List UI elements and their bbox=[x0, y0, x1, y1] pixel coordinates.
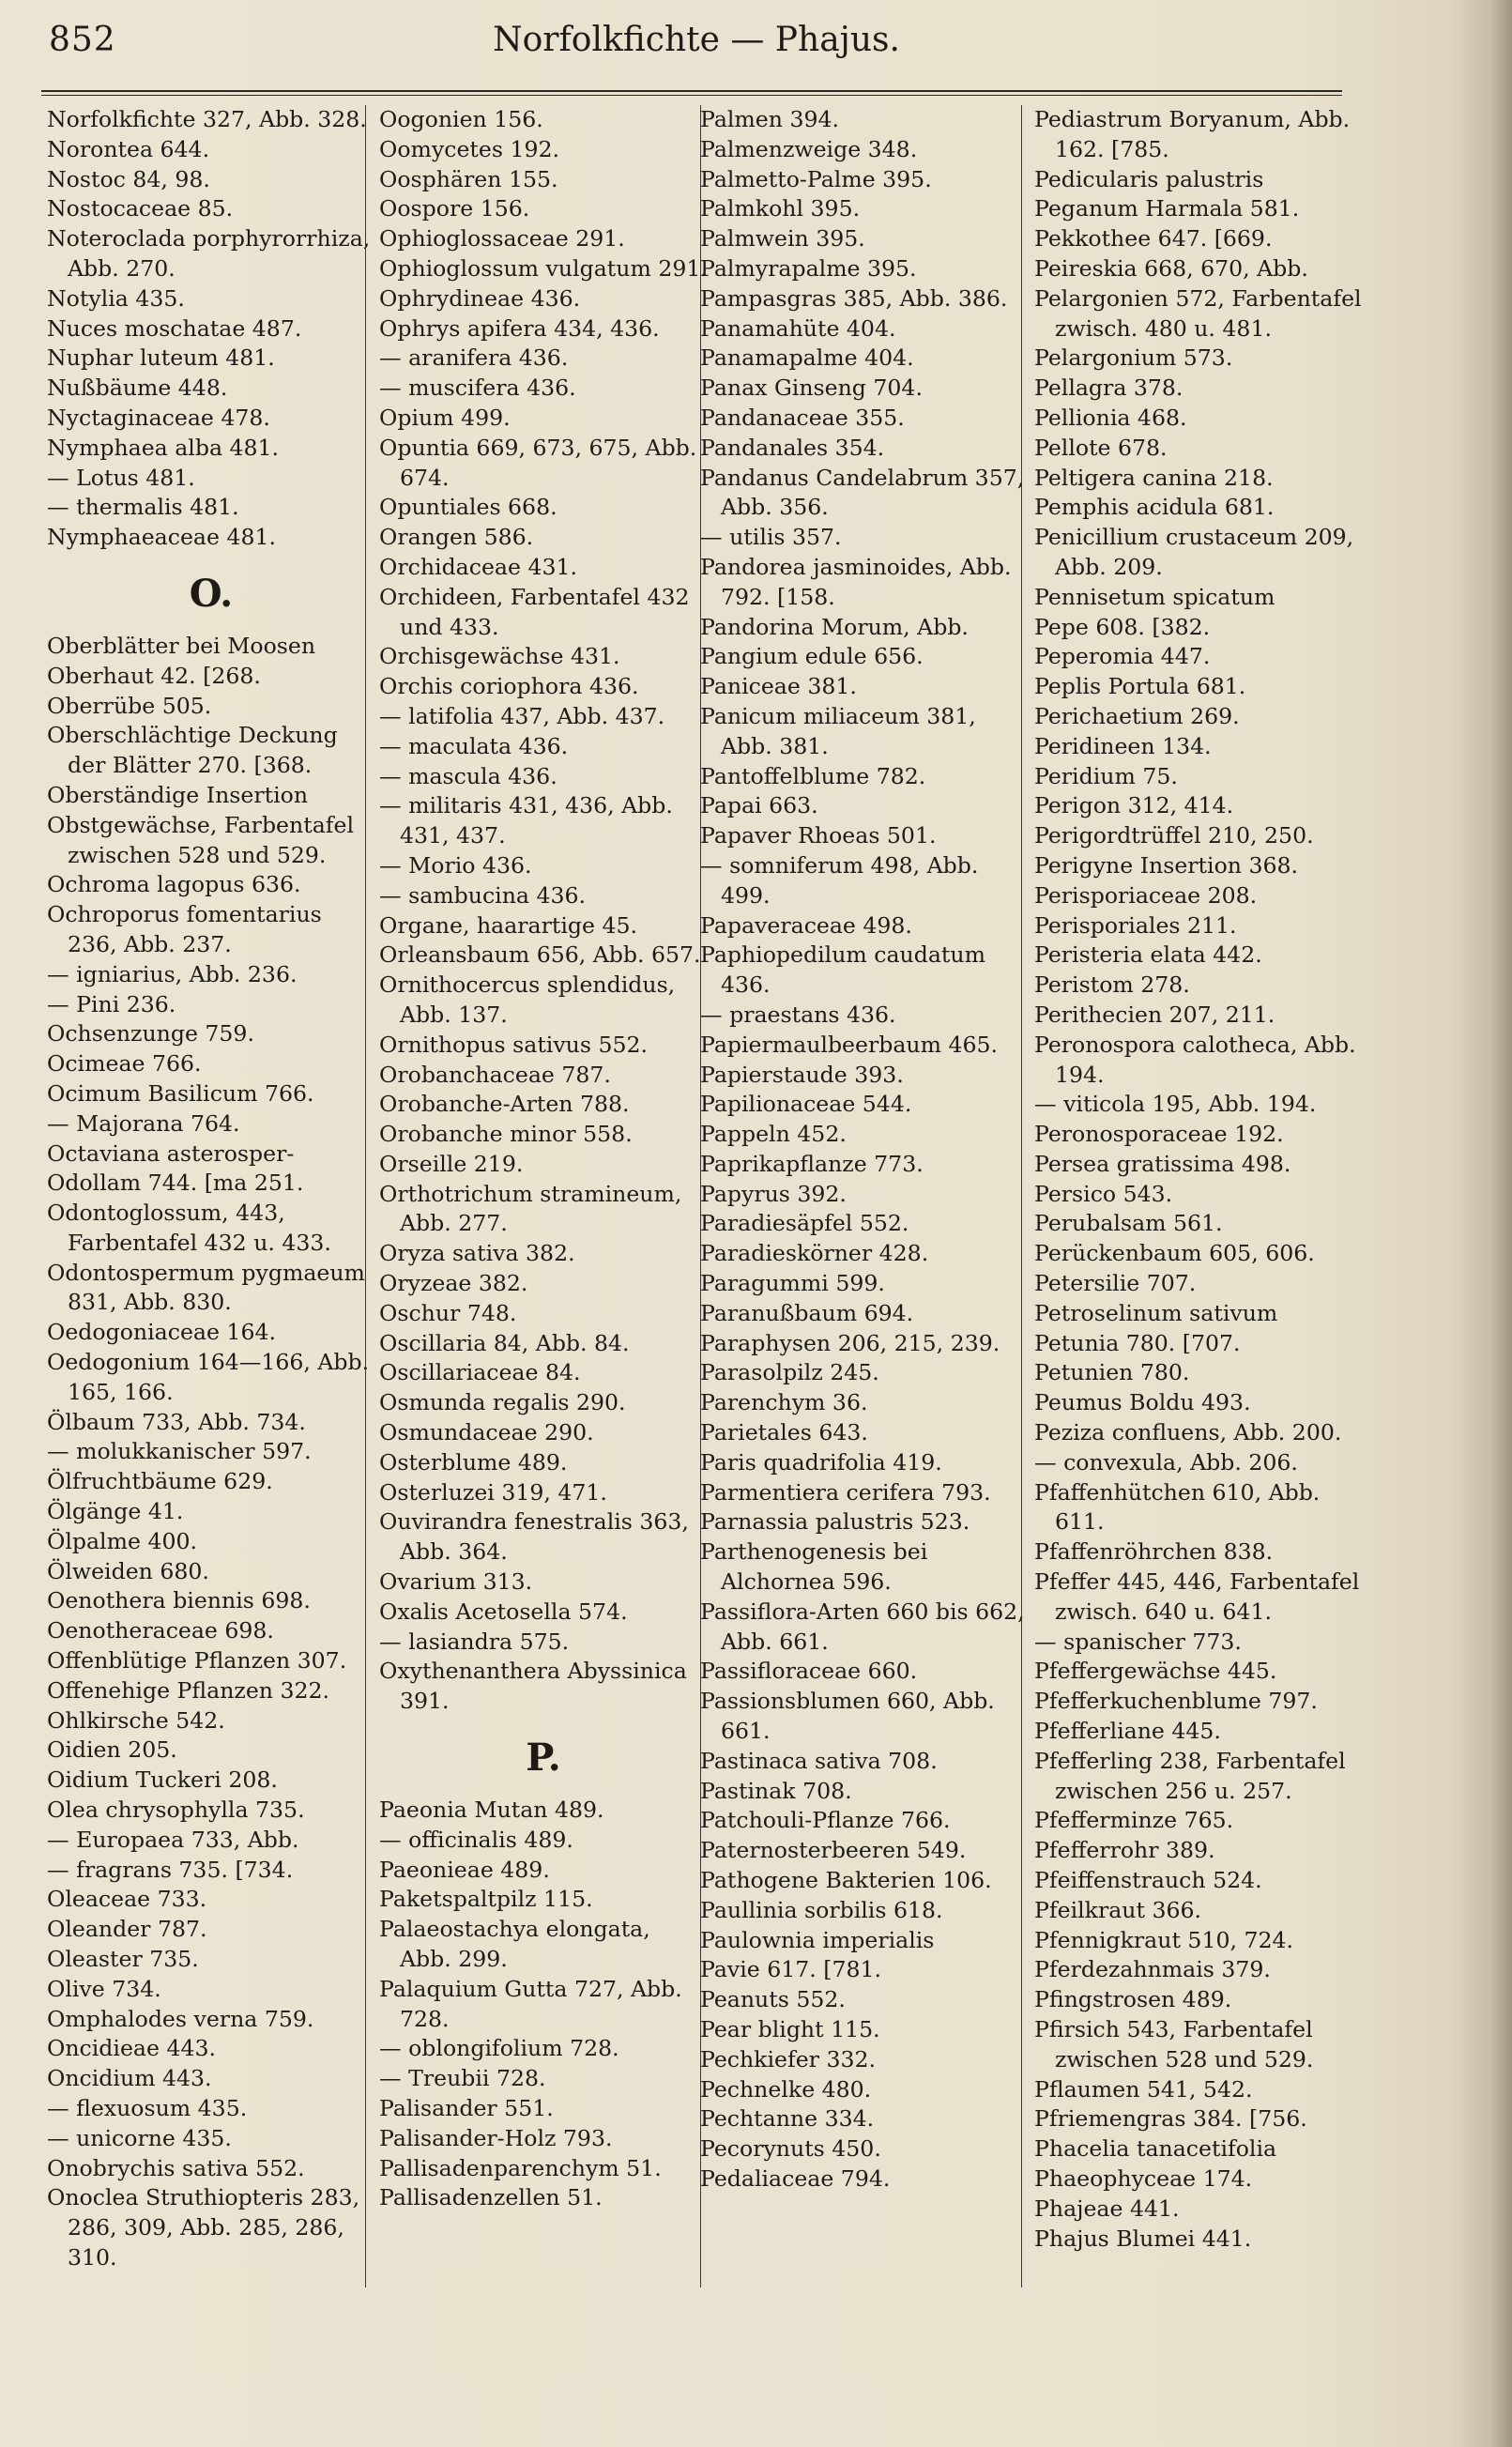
index-entry: Paragummi 599. bbox=[700, 1270, 885, 1297]
index-entry: Pandanaceae 355. bbox=[700, 404, 905, 431]
index-entry: Peronospora calotheca, Abb. 194. bbox=[1034, 1031, 1356, 1088]
index-entry: Pfriemengras 384. [756. bbox=[1034, 2105, 1307, 2133]
index-entry: Persico 543. bbox=[1034, 1180, 1173, 1207]
index-entry: Pfennigkraut 510, 724. bbox=[1034, 1926, 1293, 1953]
index-entry: Pallisadenparenchym 51. bbox=[379, 2154, 662, 2181]
index-entry: — Morio 436. bbox=[379, 851, 532, 879]
index-entry: Peganum Harmala 581. bbox=[1034, 195, 1300, 222]
index-entry: Petroselinum sativum bbox=[1034, 1299, 1278, 1326]
index-columns bbox=[28, 105, 1362, 2287]
index-entry: Ölbaum 733, Abb. 734. bbox=[47, 1408, 306, 1435]
index-entry: Papaveraceae 498. bbox=[700, 911, 912, 939]
index-entry: — convexula, Abb. 206. bbox=[1034, 1448, 1298, 1476]
index-entry: Phacelia tanacetifolia bbox=[1034, 2135, 1277, 2163]
index-entry: Phajeae 441. bbox=[1034, 2195, 1180, 2222]
index-entry: — latifolia 437, Abb. 437. bbox=[379, 702, 665, 729]
index-entry: Passifloraceae 660. bbox=[700, 1658, 918, 1685]
index-entry: Pastinak 708. bbox=[700, 1777, 852, 1804]
index-entry: Pechnelke 480. bbox=[700, 2075, 872, 2103]
index-entry: Nuces moschatae 487. bbox=[47, 314, 302, 342]
index-entry: Pandanales 354. bbox=[700, 434, 885, 461]
index-entry: Parasolpilz 245. bbox=[700, 1359, 879, 1386]
index-entry: Pfefferliane 445. bbox=[1034, 1718, 1221, 1745]
index-entry: Paketspaltpilz 115. bbox=[379, 1886, 593, 1913]
index-entry: Ölgänge 41. bbox=[47, 1498, 184, 1525]
index-entry: Oomycetes 192. bbox=[379, 135, 560, 162]
index-entry: Peumus Boldu 493. bbox=[1034, 1389, 1251, 1416]
index-entry: Paternosterbeeren 549. bbox=[700, 1837, 967, 1864]
index-entry: Pandanus Candelabrum 357, Abb. 356. bbox=[700, 464, 1025, 521]
index-entry: Perigyne Insertion 368. bbox=[1034, 851, 1299, 879]
index-entry: Perubalsam 561. bbox=[1034, 1210, 1223, 1237]
index-entry: — Treubii 728. bbox=[379, 2065, 546, 2092]
index-entry: Perigon 312, 414. bbox=[1034, 792, 1234, 819]
index-entry: Perichaetium 269. bbox=[1034, 702, 1240, 729]
index-entry: Parietales 643. bbox=[700, 1419, 868, 1446]
index-entry: Orobanche-Arten 788. bbox=[379, 1091, 630, 1118]
index-entry: Ölfruchtbäume 629. bbox=[47, 1468, 273, 1495]
index-entry: Ophioglossum vulgatum 291. bbox=[379, 254, 708, 282]
running-title: Norfolkfichte — Phajus. bbox=[493, 21, 900, 59]
index-entry: Orthotrichum stramineum, Abb. 277. bbox=[379, 1180, 682, 1237]
index-entry: Peronosporaceae 192. bbox=[1034, 1121, 1284, 1148]
index-entry: Pallisadenzellen 51. bbox=[379, 2184, 603, 2211]
index-entry: Peridium 75. bbox=[1034, 762, 1178, 789]
index-entry: Peireskia 668, 670, Abb. bbox=[1034, 254, 1308, 282]
index-column-1 bbox=[47, 105, 375, 2287]
index-entry: Papilionaceae 544. bbox=[700, 1091, 912, 1118]
index-entry: Orseille 219. bbox=[379, 1150, 524, 1177]
index-entry: Palaeostachya elongata, Abb. 299. bbox=[379, 1916, 650, 1973]
index-entry: Parnassia palustris 523. bbox=[700, 1508, 970, 1536]
index-entry: Opium 499. bbox=[379, 404, 511, 431]
page-number: 852 bbox=[49, 21, 116, 59]
index-entry: Pfaffenröhrchen 838. bbox=[1034, 1538, 1274, 1566]
index-entry: Peristeria elata 442. bbox=[1034, 941, 1262, 969]
index-column-4 bbox=[1034, 105, 1363, 2287]
index-entry: Oenothera biennis 698. bbox=[47, 1587, 311, 1614]
index-entry: Oogonien 156. bbox=[379, 106, 543, 132]
index-entry: Pellote 678. bbox=[1034, 434, 1168, 461]
index-entry: Papaver Rhoeas 501. bbox=[700, 822, 937, 849]
index-entry: Ornithocercus splendidus, Abb. 137. bbox=[379, 971, 676, 1028]
index-entry: — igniarius, Abb. 236. bbox=[47, 960, 298, 987]
index-entry: Oxythenanthera Abyssinica 391. bbox=[379, 1658, 687, 1715]
index-entry: Parmentiera cerifera 793. bbox=[700, 1478, 991, 1506]
index-entry: Pflaumen 541, 542. bbox=[1034, 2075, 1253, 2103]
index-entry: Pantoffelblume 782. bbox=[700, 762, 926, 789]
index-entry: Oberständige Insertion bbox=[47, 781, 309, 808]
index-entry: Oberblätter bei Moosen bbox=[47, 632, 316, 659]
index-entry: Palmen 394. bbox=[700, 106, 839, 132]
index-entry: Obstgewächse, Farbentafel zwischen 528 und 529. bbox=[47, 811, 355, 868]
index-entry: Papierstaude 393. bbox=[700, 1061, 904, 1088]
index-entry: — officinalis 489. bbox=[379, 1826, 573, 1853]
index-entry: — Majorana 764. bbox=[47, 1109, 240, 1137]
index-entry: — utilis 357. bbox=[700, 524, 842, 551]
index-entry: Olive 734. bbox=[47, 1975, 161, 2002]
index-entry: — molukkanischer 597. bbox=[47, 1438, 312, 1465]
index-entry: Oxalis Acetosella 574. bbox=[379, 1598, 628, 1625]
index-entry: Noteroclada porphyrorrhiza, Abb. 270. bbox=[47, 225, 371, 282]
index-entry: Peperomia 447. bbox=[1034, 643, 1211, 670]
index-entry: Pediastrum Boryanum, Abb. 162. [785. bbox=[1034, 106, 1351, 162]
index-entry: Perückenbaum 605, 606. bbox=[1034, 1240, 1315, 1267]
index-entry: Octaviana asterosper- bbox=[47, 1139, 295, 1167]
index-entry: Paris quadrifolia 419. bbox=[700, 1448, 942, 1476]
index-entry: — maculata 436. bbox=[379, 732, 569, 759]
index-entry: Osmunda regalis 290. bbox=[379, 1389, 626, 1416]
index-entry: Palmwein 395. bbox=[700, 225, 865, 252]
index-entry: Palaquium Gutta 727, Abb. 728. bbox=[379, 1975, 682, 2032]
index-entry: Pferdezahnmais 379. bbox=[1034, 1956, 1271, 1983]
index-entry: — spanischer 773. bbox=[1034, 1628, 1242, 1655]
index-entry: Pedaliaceae 794. bbox=[700, 2164, 891, 2192]
index-entry: Ohlkirsche 542. bbox=[47, 1706, 225, 1734]
index-entry: — Europaea 733, Abb. bbox=[47, 1826, 299, 1853]
index-entry: Oberhaut 42. [268. bbox=[47, 662, 261, 689]
index-entry: Pfefferkuchenblume 797. bbox=[1034, 1688, 1318, 1715]
index-entry: Peplis Portula 681. bbox=[1034, 673, 1246, 700]
index-entry: Nostoc 84, 98. bbox=[47, 165, 210, 192]
index-entry: Pellionia 468. bbox=[1034, 404, 1187, 431]
index-entry: — unicorne 435. bbox=[47, 2124, 232, 2151]
index-entry: Oncidium 443. bbox=[47, 2065, 212, 2092]
index-entry: Norfolkfichte 327, Abb. 328. bbox=[47, 106, 367, 132]
index-entry: — praestans 436. bbox=[700, 1001, 896, 1028]
index-entry: Paeonia Mutan 489. bbox=[379, 1797, 604, 1824]
index-entry: Pathogene Bakterien 106. bbox=[700, 1867, 992, 1894]
index-entry: Pelargonien 572, Farbentafel zwisch. 480 u. 481. bbox=[1034, 284, 1362, 342]
index-entry: — fragrans 735. [734. bbox=[47, 1856, 294, 1883]
index-entry: Pfeiffenstrauch 524. bbox=[1034, 1867, 1262, 1894]
index-entry: Pandorina Morum, Abb. bbox=[700, 613, 969, 640]
index-entry: Pangium edule 656. bbox=[700, 643, 924, 670]
index-entry: Offenehige Pflanzen 322. bbox=[47, 1676, 330, 1704]
index-entry: Oryzeae 382. bbox=[379, 1270, 528, 1297]
index-entry: Nymphaea alba 481. bbox=[47, 434, 280, 461]
index-entry: Notylia 435. bbox=[47, 284, 185, 312]
column-divider bbox=[1021, 105, 1022, 2287]
index-entry: Orobanchaceae 787. bbox=[379, 1061, 611, 1088]
index-entry: Patchouli-Pflanze 766. bbox=[700, 1807, 951, 1834]
index-entry: Pavie 617. [781. bbox=[700, 1956, 881, 1983]
index-entry: Pandorea jasminoides, Abb. 792. [158. bbox=[700, 553, 1012, 610]
index-entry: Pappeln 452. bbox=[700, 1121, 847, 1148]
index-entry: Orangen 586. bbox=[379, 524, 534, 551]
index-entry: Pastinaca sativa 708. bbox=[700, 1747, 938, 1774]
index-entry: Pfeffer 445, 446, Farbentafel zwisch. 640 u. 641. bbox=[1034, 1568, 1360, 1625]
index-entry: Parenchym 36. bbox=[700, 1389, 868, 1416]
index-entry: Paraphysen 206, 215, 239. bbox=[700, 1329, 1000, 1356]
index-entry: Orchideen, Farbentafel 432 und 433. bbox=[379, 583, 690, 640]
index-entry: Palisander 551. bbox=[379, 2095, 554, 2121]
index-entry: Oospore 156. bbox=[379, 195, 530, 222]
index-entry: Peristom 278. bbox=[1034, 971, 1190, 999]
index-entry: Paradieskörner 428. bbox=[700, 1240, 929, 1267]
index-entry: Pennisetum spicatum bbox=[1034, 583, 1275, 610]
index-entry: Orchidaceae 431. bbox=[379, 553, 577, 580]
index-entry: Oleander 787. bbox=[47, 1916, 207, 1943]
index-entry: — lasiandra 575. bbox=[379, 1628, 570, 1655]
index-entry: Ochroma lagopus 636. bbox=[47, 871, 301, 898]
index-entry: — thermalis 481. bbox=[47, 494, 239, 521]
index-entry: Orchisgewächse 431. bbox=[379, 643, 620, 670]
index-entry: Odontospermum pygmaeum 831, Abb. 830. bbox=[47, 1259, 365, 1316]
index-entry: Ölpalme 400. bbox=[47, 1527, 197, 1554]
index-entry: Ouvirandra fenestralis 363, Abb. 364. bbox=[379, 1508, 689, 1566]
index-entry: Perigordtrüffel 210, 250. bbox=[1034, 822, 1314, 849]
index-entry: Peziza confluens, Abb. 200. bbox=[1034, 1419, 1342, 1446]
index-entry: Pear blight 115. bbox=[700, 2016, 880, 2042]
index-entry: Petunia 780. [707. bbox=[1034, 1329, 1241, 1356]
index-entry: Oberschlächtige Deckung der Blätter 270. [368. bbox=[47, 722, 338, 779]
index-entry: Oidium Tuckeri 208. bbox=[47, 1766, 278, 1794]
index-entry: Ölweiden 680. bbox=[47, 1557, 209, 1584]
index-entry: Opuntia 669, 673, 675, Abb. 674. bbox=[379, 434, 697, 491]
index-entry: Nymphaeaceae 481. bbox=[47, 524, 276, 551]
index-entry: Ocimum Basilicum 766. bbox=[47, 1079, 314, 1107]
index-entry: Oidien 205. bbox=[47, 1736, 177, 1764]
index-entry: — mascula 436. bbox=[379, 762, 557, 789]
index-entry: Paulownia imperialis bbox=[700, 1926, 935, 1953]
section-letter: P. bbox=[526, 1736, 561, 1781]
index-entry: Pecorynuts 450. bbox=[700, 2135, 881, 2163]
index-entry: Oschur 748. bbox=[379, 1299, 517, 1326]
index-entry: Pekkothee 647. [669. bbox=[1034, 225, 1273, 252]
index-entry: Pelargonium 573. bbox=[1034, 344, 1233, 372]
index-entry: Palmkohl 395. bbox=[700, 195, 861, 222]
index-entry: Pfaffenhütchen 610, Abb. 611. bbox=[1034, 1478, 1321, 1536]
index-entry: Passiflora-Arten 660 bis 662, Abb. 661. bbox=[700, 1598, 1025, 1655]
index-entry: Oleaster 735. bbox=[47, 1946, 199, 1973]
index-entry: Opuntiales 668. bbox=[379, 494, 557, 521]
index-entry: — militaris 431, 436, Abb. 431, 437. bbox=[379, 792, 673, 849]
index-entry: Orleansbaum 656, Abb. 657. bbox=[379, 941, 701, 969]
index-entry: Ocimeae 766. bbox=[47, 1050, 202, 1078]
index-entry: Nostocaceae 85. bbox=[47, 195, 234, 222]
index-entry: Petunien 780. bbox=[1034, 1359, 1190, 1386]
index-entry: Passionsblumen 660, Abb. 661. bbox=[700, 1688, 995, 1745]
index-entry: Papyrus 392. bbox=[700, 1180, 847, 1207]
index-entry: Panamapalme 404. bbox=[700, 344, 914, 372]
index-entry: Oscillaria 84, Abb. 84. bbox=[379, 1329, 630, 1356]
index-entry: Palmyrapalme 395. bbox=[700, 254, 917, 282]
index-entry: Panicum miliaceum 381, Abb. 381. bbox=[700, 702, 976, 759]
index-entry: Nyctaginaceae 478. bbox=[47, 404, 270, 431]
index-entry: Odollam 744. [ma 251. bbox=[47, 1170, 304, 1197]
index-entry: Oenotheraceae 698. bbox=[47, 1617, 274, 1644]
index-entry: Parthenogenesis bei Alchornea 596. bbox=[700, 1538, 928, 1596]
index-entry: Peridineen 134. bbox=[1034, 732, 1212, 759]
index-entry: Orchis coriophora 436. bbox=[379, 673, 639, 700]
index-entry: Orobanche minor 558. bbox=[379, 1121, 633, 1148]
index-entry: Ochroporus fomentarius 236, Abb. 237. bbox=[47, 901, 322, 957]
index-entry: Oncidieae 443. bbox=[47, 2035, 216, 2062]
index-entry: Onoclea Struthiopteris 283, 286, 309, Abb. 285, 286, 310. bbox=[47, 2184, 360, 2271]
index-entry: Pepe 608. [382. bbox=[1034, 613, 1211, 640]
index-entry: Pedicularis palustris bbox=[1034, 165, 1264, 192]
index-entry: — aranifera 436. bbox=[379, 344, 569, 372]
index-entry: Osterluzei 319, 471. bbox=[379, 1478, 607, 1506]
index-entry: Paranußbaum 694. bbox=[700, 1299, 914, 1326]
index-entry: Nußbäume 448. bbox=[47, 375, 228, 402]
index-entry: Perisporiaceae 208. bbox=[1034, 881, 1258, 909]
index-entry: Oleaceae 733. bbox=[47, 1886, 207, 1913]
index-entry: Pfefferrohr 389. bbox=[1034, 1837, 1215, 1864]
header-rule bbox=[41, 90, 1342, 96]
index-entry: Olea chrysophylla 735. bbox=[47, 1797, 305, 1824]
index-entry: Paprikapflanze 773. bbox=[700, 1150, 924, 1177]
index-entry: Paniceae 381. bbox=[700, 673, 857, 700]
index-entry: Osterblume 489. bbox=[379, 1448, 568, 1476]
index-entry: — muscifera 436. bbox=[379, 375, 576, 402]
index-entry: Ophrydineae 436. bbox=[379, 284, 581, 312]
index-entry: — Pini 236. bbox=[47, 990, 176, 1017]
index-entry: Pfirsich 543, Farbentafel zwischen 528 und 529. bbox=[1034, 2016, 1314, 2072]
book-spine-shadow bbox=[1489, 0, 1512, 2447]
index-entry: Odontoglossum, 443, Farbentafel 432 u. 433. bbox=[47, 1200, 331, 1256]
index-entry: Perithecien 207, 211. bbox=[1034, 1001, 1275, 1028]
index-entry: Paphiopedilum caudatum 436. bbox=[700, 941, 985, 999]
index-entry: Organe, haarartige 45. bbox=[379, 911, 638, 939]
index-entry: — flexuosum 435. bbox=[47, 2095, 248, 2121]
index-entry: Pfeilkraut 366. bbox=[1034, 1896, 1202, 1923]
index-column-3 bbox=[700, 105, 1029, 2287]
index-entry: — somniferum 498, Abb. 499. bbox=[700, 851, 979, 909]
index-entry: Pechkiefer 332. bbox=[700, 2045, 876, 2072]
index-entry: Pemphis acidula 681. bbox=[1034, 494, 1275, 521]
index-entry: — oblongifolium 728. bbox=[379, 2035, 619, 2062]
index-entry: Paradiesäpfel 552. bbox=[700, 1210, 909, 1237]
index-entry: Oosphären 155. bbox=[379, 165, 558, 192]
index-entry: Palisander-Holz 793. bbox=[379, 2124, 613, 2151]
index-entry: Ochsenzunge 759. bbox=[47, 1020, 254, 1048]
index-entry: Paullinia sorbilis 618. bbox=[700, 1896, 943, 1923]
index-entry: Nuphar luteum 481. bbox=[47, 344, 275, 372]
index-entry: Palmenzweige 348. bbox=[700, 135, 918, 162]
index-entry: Pfefferling 238, Farbentafel zwischen 256 u. 257. bbox=[1034, 1747, 1346, 1804]
index-entry: Osmundaceae 290. bbox=[379, 1419, 594, 1446]
index-entry: — Lotus 481. bbox=[47, 464, 195, 491]
index-entry: Papai 663. bbox=[700, 792, 818, 819]
index-entry: Pampasgras 385, Abb. 386. bbox=[700, 284, 1008, 312]
index-entry: Oscillariaceae 84. bbox=[379, 1359, 581, 1386]
index-entry: Penicillium crustaceum 209, Abb. 209. bbox=[1034, 524, 1354, 580]
index-entry: Oedogonium 164—166, Abb. 165, 166. bbox=[47, 1349, 370, 1405]
index-entry: Oberrübe 505. bbox=[47, 692, 212, 719]
index-entry: Palmetto-Palme 395. bbox=[700, 165, 932, 192]
index-entry: Panax Ginseng 704. bbox=[700, 375, 923, 402]
index-entry: Persea gratissima 498. bbox=[1034, 1150, 1291, 1177]
index-entry: Oedogoniaceae 164. bbox=[47, 1319, 276, 1346]
index-entry: Petersilie 707. bbox=[1034, 1270, 1197, 1297]
index-entry: Papiermaulbeerbaum 465. bbox=[700, 1031, 999, 1058]
index-entry: Phajus Blumei 441. bbox=[1034, 2225, 1252, 2252]
index-entry: Peltigera canina 218. bbox=[1034, 464, 1274, 491]
index-entry: Paeonieae 489. bbox=[379, 1856, 550, 1883]
index-entry: — viticola 195, Abb. 194. bbox=[1034, 1091, 1317, 1118]
index-column-2 bbox=[379, 105, 708, 2287]
index-entry: Offenblütige Pflanzen 307. bbox=[47, 1647, 347, 1675]
index-entry: Pellagra 378. bbox=[1034, 375, 1184, 402]
index-entry: Oryza sativa 382. bbox=[379, 1240, 575, 1267]
index-entry: Pfeffergewächse 445. bbox=[1034, 1658, 1277, 1685]
index-entry: Ovarium 313. bbox=[379, 1568, 533, 1596]
column-divider bbox=[365, 105, 366, 2287]
index-entry: Perisporiales 211. bbox=[1034, 911, 1237, 939]
index-entry: Norontea 644. bbox=[47, 135, 210, 162]
index-entry: Onobrychis sativa 552. bbox=[47, 2154, 305, 2181]
page-header bbox=[49, 21, 1344, 77]
index-entry: Pechtanne 334. bbox=[700, 2105, 875, 2133]
index-entry: Pfingstrosen 489. bbox=[1034, 1986, 1232, 2013]
index-entry: Ophioglossaceae 291. bbox=[379, 225, 625, 252]
index-entry: Ornithopus sativus 552. bbox=[379, 1031, 649, 1058]
index-entry: Panamahüte 404. bbox=[700, 314, 896, 342]
section-letter: O. bbox=[189, 571, 234, 616]
index-entry: Peanuts 552. bbox=[700, 1986, 846, 2013]
index-entry: — sambucina 436. bbox=[379, 881, 586, 909]
index-entry: Pfefferminze 765. bbox=[1034, 1807, 1234, 1834]
index-entry: Phaeophyceae 174. bbox=[1034, 2164, 1253, 2192]
index-entry: Omphalodes verna 759. bbox=[47, 2005, 314, 2032]
index-entry: Ophrys apifera 434, 436. bbox=[379, 314, 660, 342]
